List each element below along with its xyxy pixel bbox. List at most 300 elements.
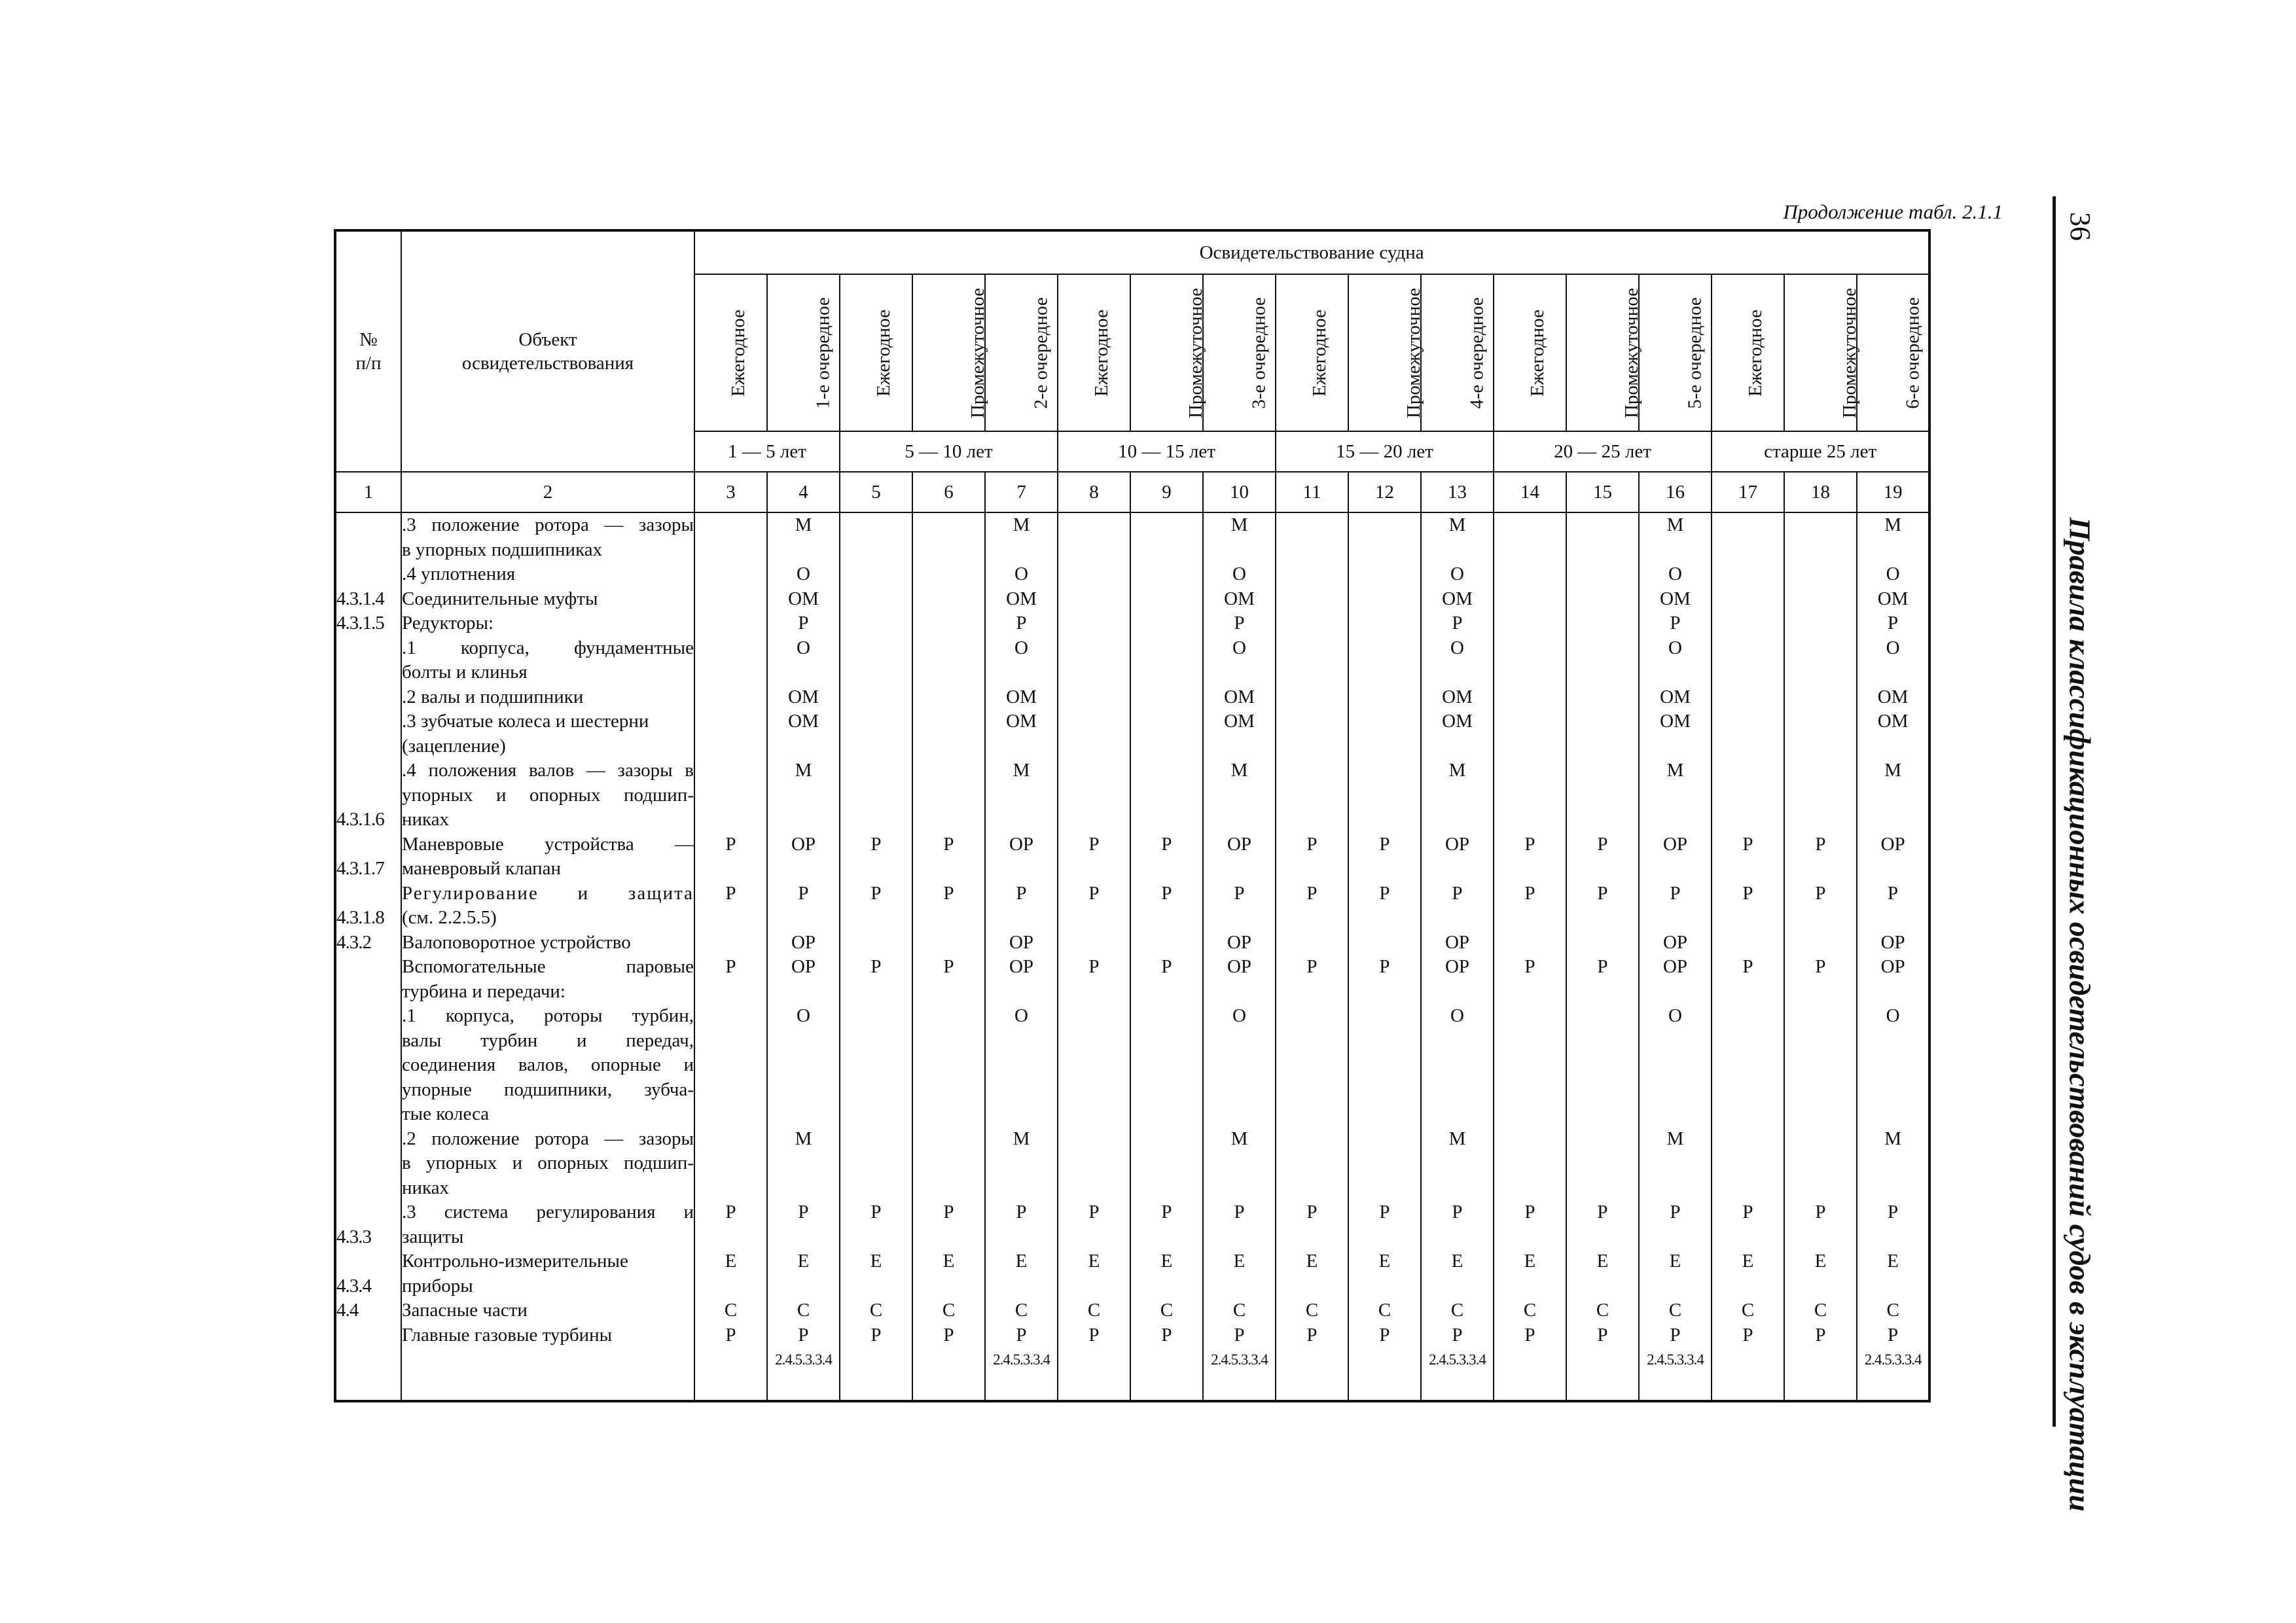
mark [1349,1274,1420,1299]
mark [1494,1225,1566,1250]
mark: ОР [1444,956,1470,977]
running-title-text: Правила классификационных освидетельствований судов в эксплуатации [2063,517,2097,1512]
mark [1058,1176,1130,1201]
marks-column-6 [912,512,985,1401]
mark: С [1668,1300,1682,1321]
mark [1422,808,1493,832]
mark [1640,734,1711,759]
survey-type-label: 3-е очередное [1248,296,1270,409]
marks-column-7 [985,512,1058,1401]
section-code [336,1102,401,1127]
mark [840,660,912,685]
survey-type-label: Промежуточное [1621,287,1643,418]
survey-type-label: Ежегодное [1091,309,1113,397]
section-code: 4.3.4 [336,1275,371,1296]
mark: С [1450,1300,1464,1321]
mark [1349,1053,1420,1078]
header-line: п/п [355,353,382,374]
mark: Р [1306,833,1318,855]
mark [1567,538,1638,563]
mark [840,685,912,710]
mark [840,1004,912,1029]
mark [1785,1274,1856,1299]
mark [1204,1102,1275,1127]
object-line: приборы [402,1275,473,1296]
mark: ОМ [1660,711,1691,732]
mark [913,1274,984,1299]
mark [1058,1225,1130,1250]
mark: Р [1016,882,1027,904]
mark [768,1102,839,1127]
section-code [336,882,401,906]
mark: Е [797,1251,810,1272]
mark [1567,1053,1638,1078]
mark [1494,1151,1566,1176]
mark [1567,1274,1638,1299]
mark [1712,734,1784,759]
mark: Р [1742,833,1753,855]
mark [1131,1004,1202,1029]
mark [1640,1029,1711,1054]
mark [695,980,766,1005]
mark [1204,1151,1275,1176]
mark [1785,1176,1856,1201]
marks-column-16 [1639,512,1712,1401]
mark [1640,538,1711,563]
mark [1204,980,1275,1005]
mark: Р [798,1324,809,1346]
object-line: .1 корпуса, роторы турбин, [402,1005,694,1026]
mark [913,636,984,661]
mark [1276,660,1348,685]
section-code: 4.3.1.5 [336,613,384,633]
reference-note: 2.4.5.3.3.4 [1864,1351,1922,1368]
mark: Р [1452,1202,1463,1222]
mark [1349,1127,1420,1152]
spacer [336,1347,401,1400]
mark: Р [1815,1324,1826,1346]
mark [840,587,912,612]
survey-type-label: Промежуточное [1185,287,1207,418]
mark [695,906,766,931]
mark: Р [725,833,736,855]
mark: М [1884,514,1902,535]
section-code [336,1127,401,1152]
mark [1567,685,1638,710]
mark: ОМ [1224,588,1255,609]
section-code [336,562,401,587]
mark [1494,538,1566,563]
mark: Р [870,833,882,855]
mark [840,734,912,759]
mark: С [1596,1300,1609,1321]
mark [840,513,912,538]
object-line: упорные подшипники, зубча- [402,1079,694,1100]
mark [1276,734,1348,759]
mark [1131,562,1202,587]
mark [913,1176,984,1201]
mark [1640,808,1711,832]
mark [1567,1078,1638,1103]
mark [695,1274,766,1299]
mark [913,906,984,931]
mark: ОР [1662,956,1688,977]
mark: Р [1161,1202,1172,1222]
mark: О [1232,637,1246,658]
mark [1349,1176,1420,1201]
object-line: никах [402,809,450,830]
mark: Р [1379,882,1390,904]
mark: Р [1742,1324,1753,1346]
mark [1276,857,1348,882]
mark: ОМ [1442,711,1473,732]
survey-type-label: 4-е очередное [1466,296,1488,409]
mark [1785,513,1856,538]
mark [986,1225,1057,1250]
mark [1349,538,1420,563]
mark [1204,1274,1275,1299]
mark [1857,660,1928,685]
mark: Е [1451,1251,1463,1272]
marks-column-10 [1203,512,1276,1401]
mark [1785,660,1856,685]
header-column-number: 6 [912,472,985,512]
mark [986,980,1057,1005]
mark [1058,611,1130,636]
mark [1422,1029,1493,1054]
mark: Р [725,882,736,904]
mark [1131,1274,1202,1299]
mark: Р [1161,833,1172,855]
mark [1494,685,1566,710]
mark [1567,1004,1638,1029]
mark [1349,1151,1420,1176]
mark [913,734,984,759]
survey-objects [401,512,694,1401]
mark [913,808,984,832]
mark: О [1668,563,1682,584]
header-column-number: 18 [1784,472,1857,512]
mark [1494,709,1566,734]
mark: Е [870,1251,882,1272]
mark [1422,1151,1493,1176]
object-line: в упорных и опорных подшип- [402,1152,694,1173]
mark [1349,1004,1420,1029]
mark: Р [798,613,809,633]
mark [1422,1053,1493,1078]
spacer [840,1347,912,1400]
mark [1204,1176,1275,1201]
header-survey-type [1130,274,1207,431]
marks-column-13 [1421,512,1494,1401]
section-code [336,1078,401,1103]
mark [1349,808,1420,832]
mark [1857,783,1928,808]
mark [1785,783,1856,808]
mark [913,1078,984,1103]
header-survey: Освидетельствование судна [694,230,1929,274]
header-column-number: 12 [1348,472,1421,512]
mark [1567,660,1638,685]
mark [1494,562,1566,587]
mark [1131,1053,1202,1078]
header-age-range: 5 — 10 лет [840,431,1058,472]
mark [1785,808,1856,832]
mark [1058,1004,1130,1029]
mark [768,808,839,832]
mark: Р [1597,833,1608,855]
survey-type-label: 5-е очередное [1684,296,1706,409]
mark [840,783,912,808]
mark: С [869,1300,883,1321]
mark [695,1151,766,1176]
mark: Р [1306,882,1318,904]
mark: Е [1814,1251,1827,1272]
mark: Р [1742,956,1753,977]
mark [1567,734,1638,759]
mark [1204,857,1275,882]
mark [695,1225,766,1250]
mark [1567,562,1638,587]
mark [1422,660,1493,685]
mark [1640,1225,1711,1250]
header-age-range: 15 — 20 лет [1276,431,1494,472]
mark [1494,1127,1566,1152]
mark [1785,611,1856,636]
mark [768,1274,839,1299]
mark [1276,636,1348,661]
mark [1567,1102,1638,1127]
mark [1785,636,1856,661]
mark [1058,562,1130,587]
mark [768,1053,839,1078]
mark: Р [1306,1202,1318,1222]
mark [1494,1078,1566,1103]
header-survey-type [985,274,1058,431]
mark [695,1053,766,1078]
mark [695,538,766,563]
mark: Р [1161,956,1172,977]
mark [840,808,912,832]
mark: О [1886,1005,1900,1026]
section-code [336,685,401,710]
mark [1494,980,1566,1005]
mark: ОР [1662,931,1688,953]
mark [1276,1151,1348,1176]
mark [1857,906,1928,931]
table-body-row [335,512,1929,1401]
mark [840,980,912,1005]
mark [840,758,912,783]
mark [1058,1029,1130,1054]
mark: ОМ [1442,686,1473,707]
survey-type-label: Промежуточное [967,287,989,418]
header-age-range: 20 — 25 лет [1494,431,1712,472]
mark [913,513,984,538]
mark [1349,636,1420,661]
marks-column-19 [1857,512,1929,1401]
mark [1276,906,1348,931]
mark: ОМ [1006,711,1037,732]
mark: Е [1160,1251,1173,1272]
mark [1712,1127,1784,1152]
mark [913,1151,984,1176]
object-line: маневровый клапан [402,858,562,879]
mark [1785,931,1856,955]
mark [1640,906,1711,931]
mark [1204,1053,1275,1078]
object-line: .4 положения валов — зазоры в [402,760,694,781]
mark [1131,931,1202,955]
mark [1857,1053,1928,1078]
spacer [1131,1347,1202,1400]
mark [1131,611,1202,636]
mark [1785,906,1856,931]
mark [1349,587,1420,612]
mark [1058,783,1130,808]
mark: О [1232,1005,1246,1026]
mark [1785,1004,1856,1029]
header-column-number: 1 [335,472,401,512]
mark [1276,538,1348,563]
mark [1712,611,1784,636]
object-line: валы турбин и передач, [402,1029,694,1051]
object-line: Регулирование и защита [402,882,694,904]
mark [1058,931,1130,955]
mark: ОМ [1006,686,1037,707]
mark: Р [870,956,882,977]
mark: ОР [1009,833,1034,855]
header-column-number: 8 [1058,472,1130,512]
mark [768,980,839,1005]
header-line: освидетельствования [461,353,634,374]
object-line: .3 система регулирования и [402,1202,694,1222]
mark [1567,1151,1638,1176]
object-line: .2 положение ротора — зазоры [402,1128,694,1149]
mark [1857,857,1928,882]
mark [840,1151,912,1176]
mark [913,1029,984,1054]
header-column-number: 11 [1276,472,1348,512]
header-survey-type [1494,274,1566,431]
mark [1349,857,1420,882]
mark [1349,1029,1420,1054]
mark: ОР [1227,956,1252,977]
mark: Р [1379,1202,1390,1222]
mark [986,906,1057,931]
mark [1567,1176,1638,1201]
mark [1422,783,1493,808]
header-column-number: 17 [1712,472,1784,512]
mark [1567,906,1638,931]
header-column-number: 3 [694,472,767,512]
mark: ОР [1444,833,1470,855]
survey-schedule-table [334,229,1931,1402]
mark [1494,611,1566,636]
section-code [336,660,401,685]
mark: О [797,563,810,584]
spacer [1567,1347,1638,1400]
mark: ОР [1444,931,1470,953]
mark [1857,980,1928,1005]
object-line: Контрольно-измерительные [402,1251,628,1272]
mark [695,1078,766,1103]
mark [840,906,912,931]
mark: Р [1597,1324,1608,1346]
mark: Е [1233,1251,1246,1272]
mark [1712,906,1784,931]
mark [1712,562,1784,587]
mark [913,1225,984,1250]
mark [1640,857,1711,882]
mark [1276,685,1348,710]
mark: Р [1379,833,1390,855]
mark: Р [1670,613,1681,633]
mark [986,1176,1057,1201]
mark [1785,1151,1856,1176]
mark [1422,1078,1493,1103]
mark: Р [798,882,809,904]
mark: М [1884,760,1902,781]
mark [913,857,984,882]
mark [1712,758,1784,783]
spacer [695,1347,766,1400]
mark [1785,734,1856,759]
mark [1058,709,1130,734]
mark [1131,734,1202,759]
marks-column-14 [1494,512,1566,1401]
mark: Р [725,1324,736,1346]
section-code: 4.3.1.6 [336,809,384,830]
mark [1640,1053,1711,1078]
section-code [336,832,401,857]
mark [1712,857,1784,882]
mark: С [942,1300,956,1321]
mark: Р [1742,1202,1753,1222]
mark: О [1668,1005,1682,1026]
mark [1857,538,1928,563]
mark [986,783,1057,808]
spacer [1422,1372,1493,1400]
mark [1349,562,1420,587]
mark [1567,931,1638,955]
mark: Р [1670,882,1681,904]
marks-column-15 [1566,512,1639,1401]
survey-type-label: Ежегодное [1745,309,1767,397]
mark [1422,906,1493,931]
mark [1712,660,1784,685]
mark [1640,1274,1711,1299]
mark: М [1013,1128,1030,1149]
mark: Р [870,882,882,904]
mark [1494,587,1566,612]
mark [840,1274,912,1299]
mark: Р [1161,882,1172,904]
mark: О [1232,563,1246,584]
mark [1712,636,1784,661]
mark [695,857,766,882]
mark [1204,660,1275,685]
mark: Р [1815,882,1826,904]
mark [840,931,912,955]
marks-column-9 [1130,512,1203,1401]
object-line: Запасные части [402,1300,528,1321]
mark: М [1230,1128,1248,1149]
mark: М [1230,514,1248,535]
mark: Р [1670,1324,1681,1346]
mark [1422,734,1493,759]
mark: О [1014,637,1028,658]
